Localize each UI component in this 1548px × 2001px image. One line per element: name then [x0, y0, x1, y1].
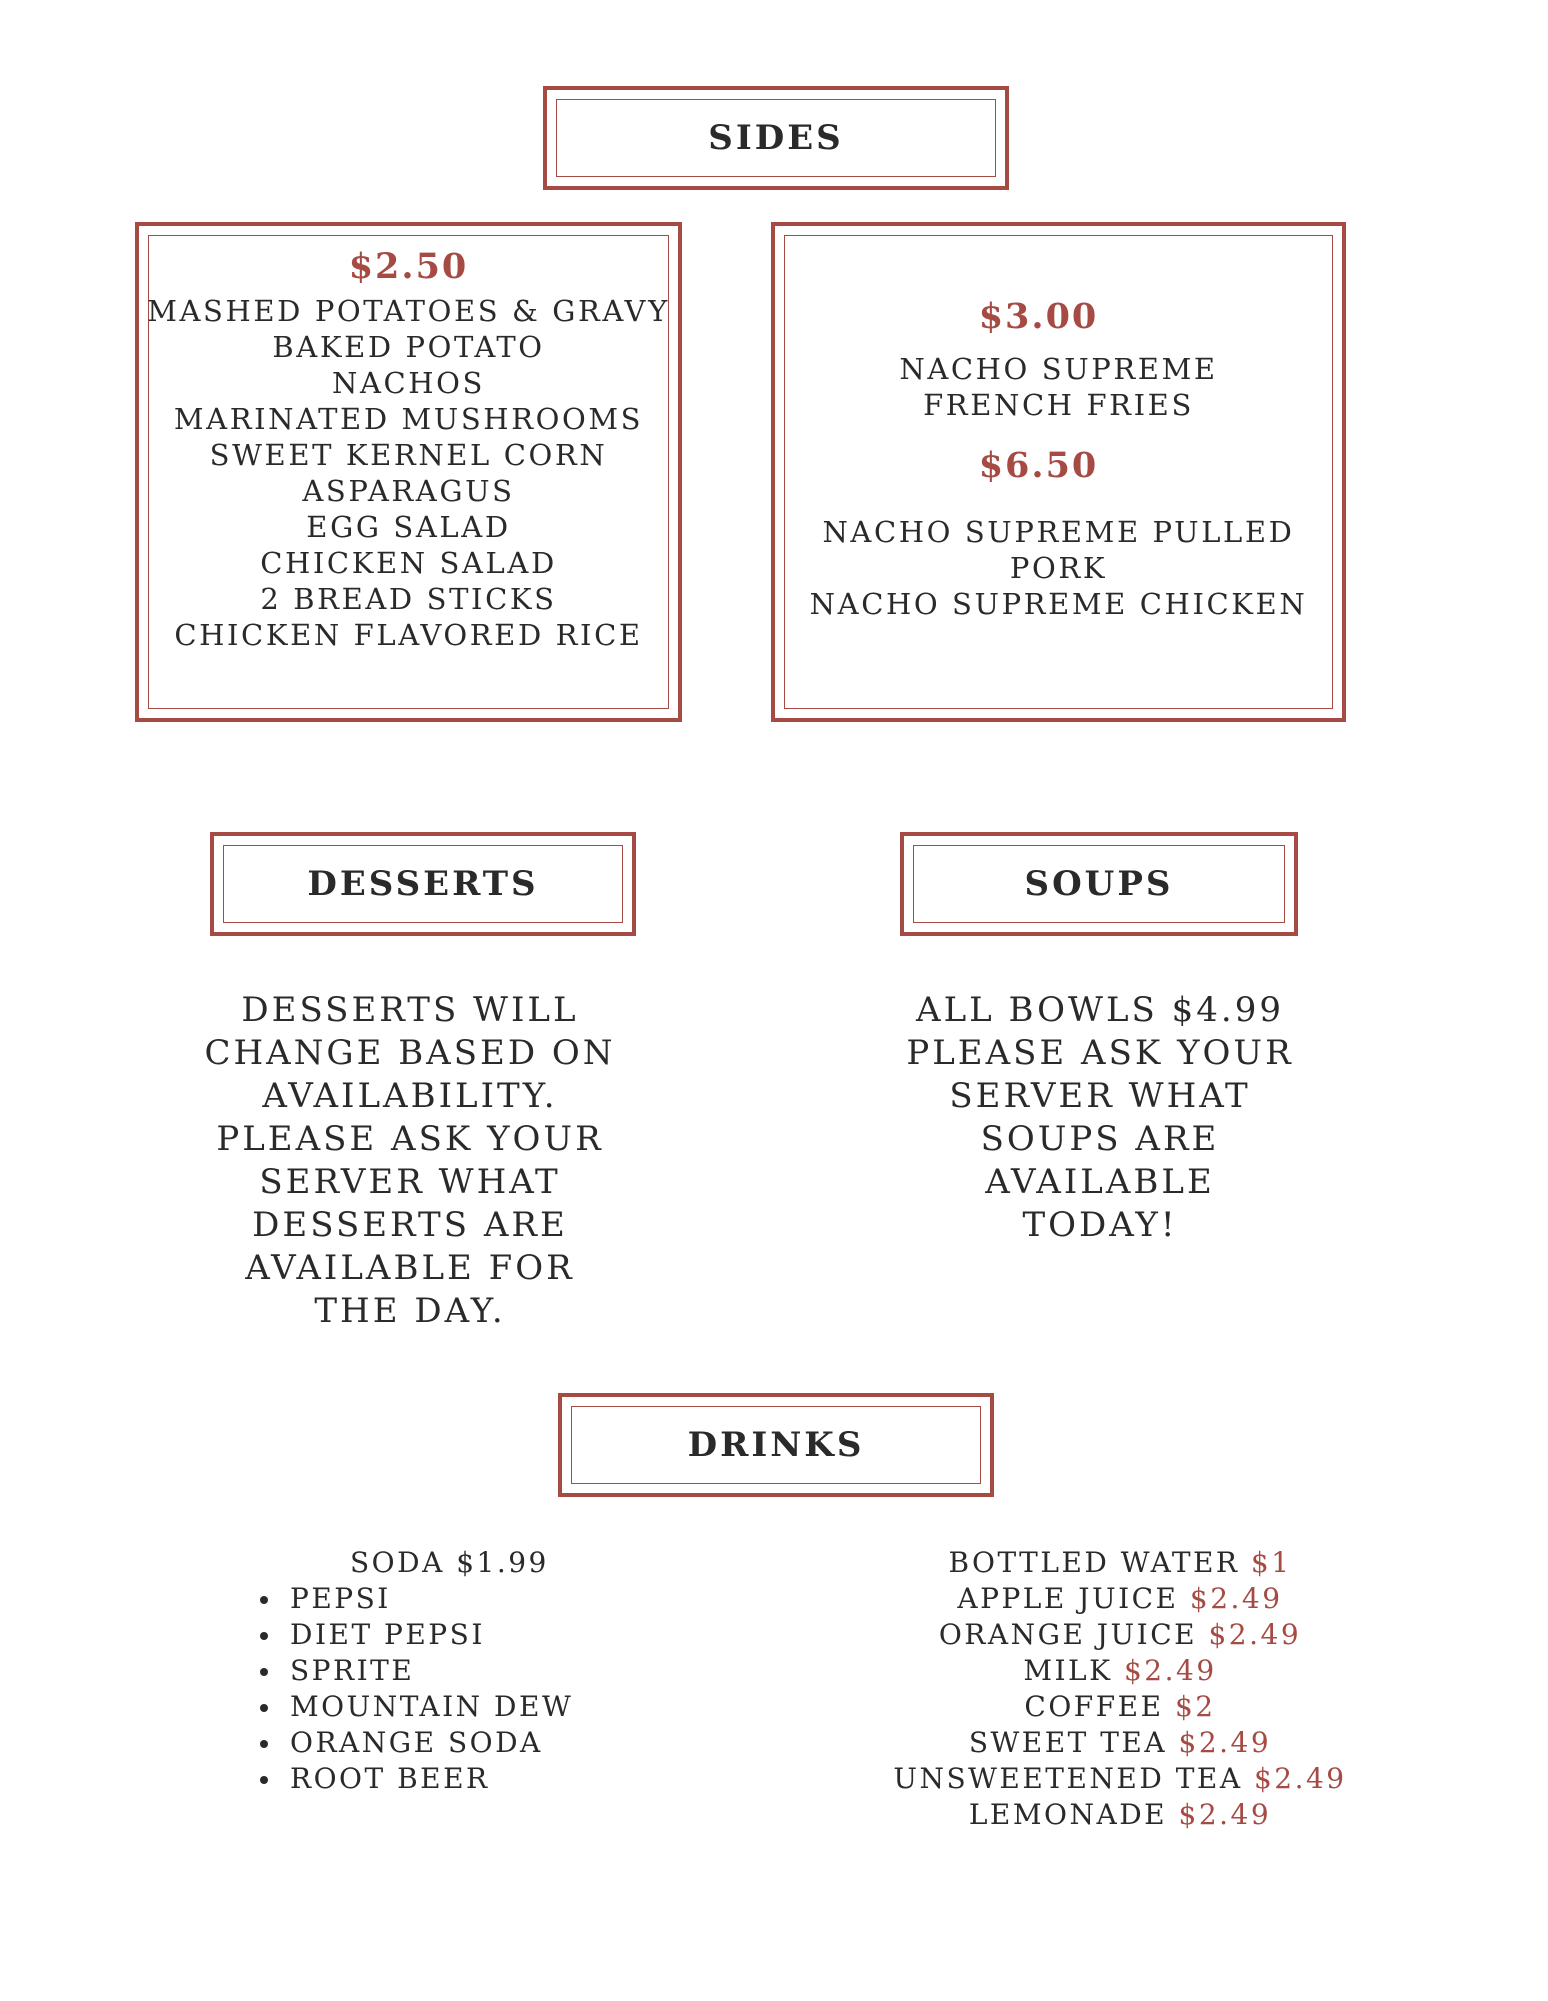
desserts-line: AVAILABLE FOR	[245, 1248, 575, 1288]
desserts-line: DESSERTS ARE	[252, 1205, 568, 1245]
list-item: CHICKEN FLAVORED RICE	[174, 618, 643, 652]
list-item	[820, 1797, 1420, 1833]
sides-list-250	[139, 293, 678, 653]
list-item: 2 BREAD STICKS	[260, 582, 557, 616]
soups-line: PLEASE ASK YOUR	[906, 1033, 1294, 1073]
list-item: EGG SALAD	[306, 510, 511, 544]
sides-list-300	[775, 351, 1342, 423]
list-item: MOUNTAIN DEW	[250, 1689, 670, 1725]
soups-line: ALL BOWLS $4.99	[916, 990, 1284, 1030]
list-item: NACHO SUPREME PULLED	[822, 515, 1295, 549]
drink-price: $2.49	[1178, 1798, 1272, 1831]
desserts-title: DESSERTS	[307, 864, 539, 904]
soups-header-box	[900, 832, 1298, 936]
list-item	[820, 1761, 1420, 1797]
drink-name: MILK	[1023, 1654, 1113, 1687]
soups-title: SOUPS	[1024, 864, 1174, 904]
drink-price: $2.49	[1253, 1762, 1347, 1795]
drink-price: $2.49	[1189, 1582, 1283, 1615]
drink-name: SWEET TEA	[968, 1726, 1168, 1759]
drinks-header-box	[558, 1393, 994, 1497]
list-item: ORANGE SODA	[250, 1725, 670, 1761]
list-item: PORK	[1009, 551, 1108, 585]
list-item	[820, 1581, 1420, 1617]
desserts-line: PLEASE ASK YOUR	[216, 1119, 604, 1159]
soups-line: AVAILABLE	[985, 1162, 1215, 1202]
list-item	[820, 1689, 1420, 1725]
drink-price: $2.49	[1123, 1654, 1217, 1687]
desserts-header-box	[210, 832, 636, 936]
drink-name: LEMONADE	[968, 1798, 1168, 1831]
soups-text	[870, 989, 1330, 1247]
soda-heading: SODA $1.99	[350, 1546, 549, 1579]
drink-price: $2.49	[1208, 1618, 1302, 1651]
drinks-title: DRINKS	[687, 1425, 865, 1465]
list-item: MASHED POTATOES & GRAVY	[147, 294, 670, 328]
list-item: SWEET KERNEL CORN	[209, 438, 608, 472]
drink-price: $1	[1250, 1546, 1292, 1579]
soda-list	[250, 1545, 670, 1797]
list-item	[820, 1653, 1420, 1689]
desserts-line: SERVER WHAT	[259, 1162, 561, 1202]
list-item	[820, 1725, 1420, 1761]
list-item	[820, 1545, 1420, 1581]
drink-name: UNSWEETENED TEA	[893, 1762, 1243, 1795]
drink-name: COFFEE	[1024, 1690, 1164, 1723]
desserts-text	[175, 989, 645, 1333]
list-item: MARINATED MUSHROOMS	[173, 402, 644, 436]
list-item: BAKED POTATO	[272, 330, 545, 364]
price-650: $6.50	[978, 445, 1099, 486]
sides-header-box	[543, 86, 1009, 190]
price-300: $3.00	[978, 296, 1099, 337]
list-item: ASPARAGUS	[302, 474, 515, 508]
desserts-line: AVAILABILITY.	[262, 1076, 558, 1116]
drink-price: $2.49	[1178, 1726, 1272, 1759]
list-item: NACHOS	[331, 366, 486, 400]
list-item: ROOT BEER	[250, 1761, 670, 1797]
drink-name: APPLE JUICE	[957, 1582, 1179, 1615]
sides-box-300-650	[771, 222, 1346, 722]
drink-price: $2	[1174, 1690, 1216, 1723]
price-250: $2.50	[348, 246, 469, 287]
desserts-line: THE DAY.	[314, 1291, 506, 1331]
list-item	[820, 1617, 1420, 1653]
soups-line: SOUPS ARE	[980, 1119, 1220, 1159]
soups-line: SERVER WHAT	[949, 1076, 1251, 1116]
list-item: NACHO SUPREME	[899, 352, 1218, 386]
desserts-line: CHANGE BASED ON	[204, 1033, 616, 1073]
list-item: NACHO SUPREME CHICKEN	[809, 587, 1308, 621]
sides-box-250	[135, 222, 682, 722]
list-item: PEPSI	[250, 1581, 670, 1617]
list-item: CHICKEN SALAD	[260, 546, 557, 580]
list-item: DIET PEPSI	[250, 1617, 670, 1653]
soups-line: TODAY!	[1022, 1205, 1178, 1245]
sides-list-650	[775, 514, 1342, 622]
list-item: FRENCH FRIES	[923, 388, 1194, 422]
other-drinks-list	[820, 1545, 1420, 1833]
desserts-line: DESSERTS WILL	[241, 990, 579, 1030]
drink-name: ORANGE JUICE	[938, 1618, 1198, 1651]
sides-title: SIDES	[708, 118, 844, 158]
drink-name: BOTTLED WATER	[948, 1546, 1240, 1579]
list-item: SPRITE	[250, 1653, 670, 1689]
